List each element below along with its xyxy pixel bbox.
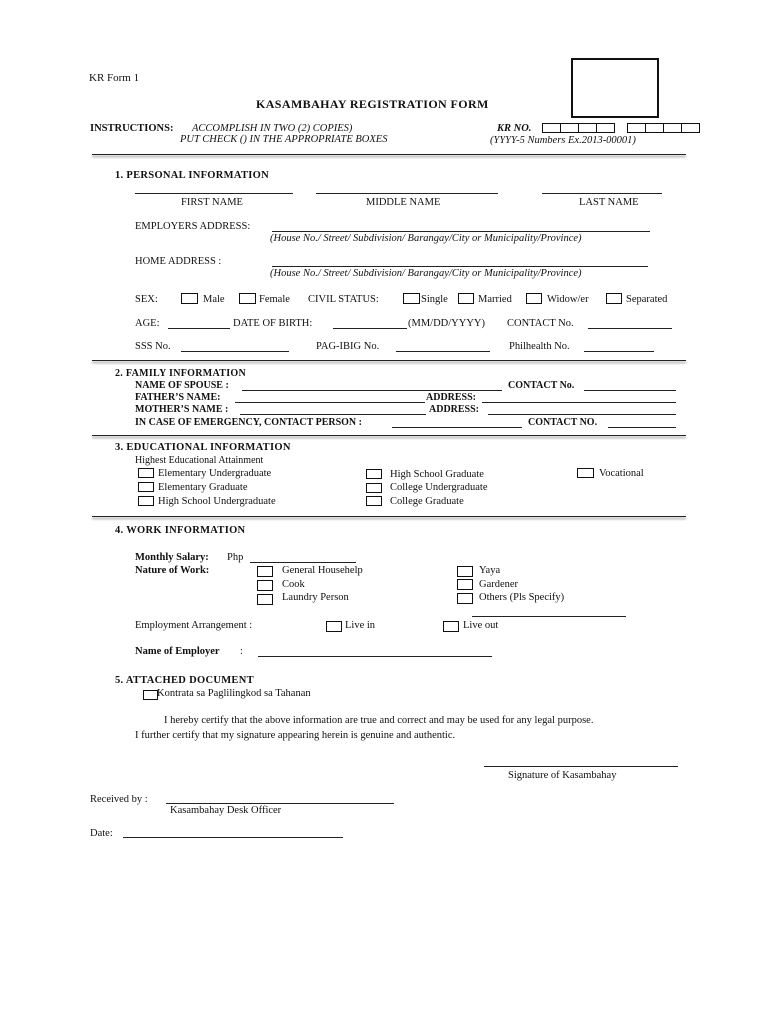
single-checkbox[interactable] [403,293,420,304]
kr-no-box-5[interactable] [627,123,646,133]
philhealth-field[interactable] [584,351,654,352]
cook-label: Cook [282,579,305,590]
salary-prefix: Php [227,552,244,563]
hs-grad-label: High School Graduate [390,469,484,480]
yaya-checkbox[interactable] [457,566,473,577]
mother-address-field[interactable] [488,414,676,415]
widow-label: Widow/er [547,294,589,305]
kontrata-label: Kontrata sa Paglilingkod sa Tahanan [157,688,311,699]
married-checkbox[interactable] [458,293,474,304]
live-in-label: Live in [345,620,376,631]
home-address-label: HOME ADDRESS : [135,256,222,267]
contact-no-label: CONTACT No. [507,318,574,329]
section-personal-heading: 1. PERSONAL INFORMATION [115,170,270,181]
form-number: KR Form 1 [89,72,140,84]
hs-under-label: High School Undergraduate [158,496,276,507]
separated-label: Separated [626,294,668,305]
header-divider [92,154,686,155]
home-address-field[interactable] [272,266,648,267]
hs-grad-checkbox[interactable] [366,469,382,479]
employer-name-colon: : [240,646,243,657]
male-label: Male [203,294,225,305]
elem-grad-label: Elementary Graduate [158,482,248,493]
desk-officer-label: Kasambahay Desk Officer [170,805,282,816]
gardener-label: Gardener [479,579,519,590]
pagibig-label: PAG-IBIG No. [316,341,380,352]
signature-label: Signature of Kasambahay [508,770,617,781]
section-1-divider [92,360,686,361]
civil-status-label: CIVIL STATUS: [308,294,379,305]
college-grad-checkbox[interactable] [366,496,382,506]
section-work-heading: 4. WORK INFORMATION [115,525,246,536]
kr-no-format: (YYYY-5 Numbers Ex.2013-00001) [490,135,636,146]
section-3-divider [92,516,686,517]
general-househelp-label: General Househelp [282,565,363,576]
father-address-field[interactable] [482,402,676,403]
college-grad-label: College Graduate [390,496,464,507]
salary-label: Monthly Salary: [135,552,209,563]
certification-line-2: I further certify that my signature appearing herein is genuine and authentic. [135,730,456,741]
section-attached-heading: 5. ATTACHED DOCUMENT [115,675,254,686]
employer-name-label: Name of Employer [135,646,220,657]
college-under-checkbox[interactable] [366,483,382,493]
elem-under-checkbox[interactable] [138,468,154,478]
gardener-checkbox[interactable] [457,579,473,590]
elem-grad-checkbox[interactable] [138,482,154,492]
section-2-divider [92,435,686,436]
spouse-label: NAME OF SPOUSE : [135,380,229,391]
salary-field[interactable] [250,562,356,563]
certification-line-1: I hereby certify that the above information are true and correct and may be used for any legal purpose. [164,715,594,726]
single-label: Single [421,294,448,305]
dob-field[interactable] [333,328,407,329]
kr-no-box-2[interactable] [560,123,579,133]
received-by-field[interactable] [166,803,394,804]
sss-field[interactable] [181,351,289,352]
kr-no-box-8[interactable] [681,123,700,133]
kr-no-box-6[interactable] [645,123,664,133]
section-family-heading: 2. FAMILY INFORMATION [115,368,247,379]
form-title: KASAMBAHAY REGISTRATION FORM [256,97,489,111]
emergency-contact-label: CONTACT NO. [528,417,598,428]
sex-label: SEX: [135,294,158,305]
employers-address-label: EMPLOYERS ADDRESS: [135,221,251,232]
others-specify-field[interactable] [472,616,626,617]
middle-name-label: MIDDLE NAME [366,197,441,208]
age-field[interactable] [168,328,230,329]
father-address-label: ADDRESS: [426,392,477,403]
first-name-field[interactable] [135,193,293,194]
mother-label: MOTHER’S NAME : [135,404,229,415]
hs-under-checkbox[interactable] [138,496,154,506]
others-label: Others (Pls Specify) [479,592,565,603]
pagibig-field[interactable] [396,351,490,352]
cook-checkbox[interactable] [257,580,273,591]
received-by-label: Received by : [90,794,148,805]
employers-address-hint: (House No./ Street/ Subdivision/ Barangay/City or Municipality/Province) [270,233,582,244]
kr-no-box-3[interactable] [578,123,597,133]
father-label: FATHER’S NAME: [135,392,221,403]
kontrata-checkbox[interactable] [143,690,158,700]
arrangement-label: Employment Arrangement : [135,620,253,631]
spouse-contact-label: CONTACT No. [508,380,575,391]
date-label: Date: [90,828,113,839]
elem-under-label: Elementary Undergraduate [158,468,272,479]
widow-checkbox[interactable] [526,293,542,304]
kr-no-box-7[interactable] [663,123,682,133]
emergency-field[interactable] [392,427,522,428]
signature-line[interactable] [484,766,678,767]
instructions-line2: PUT CHECK () IN THE APPROPRIATE BOXES [180,134,388,145]
spouse-field[interactable] [242,390,502,391]
others-checkbox[interactable] [457,593,473,604]
middle-name-field[interactable] [316,193,498,194]
live-out-label: Live out [463,620,499,631]
yaya-label: Yaya [479,565,501,576]
section-education-heading: 3. EDUCATIONAL INFORMATION [115,442,291,453]
first-name-label: FIRST NAME [181,197,243,208]
mother-address-label: ADDRESS: [429,404,480,415]
kr-no-box-4[interactable] [596,123,615,133]
female-checkbox[interactable] [239,293,256,304]
spouse-contact-field[interactable] [584,390,676,391]
philhealth-label: Philhealth No. [509,341,570,352]
separated-checkbox[interactable] [606,293,622,304]
female-label: Female [259,294,290,305]
live-out-checkbox[interactable] [443,621,459,632]
vocational-checkbox[interactable] [577,468,594,478]
dob-label: DATE OF BIRTH: [233,318,313,329]
last-name-field[interactable] [542,193,662,194]
education-subheading: Highest Educational Attainment [135,455,264,466]
employers-address-field[interactable] [272,231,650,232]
nature-of-work-label: Nature of Work: [135,565,210,576]
instructions-label: INSTRUCTIONS: [90,123,174,134]
instructions-line1: ACCOMPLISH IN TWO (2) COPIES) [192,123,353,134]
kr-no-label: KR NO. [497,123,532,134]
dob-format: (MM/DD/YYYY) [408,318,485,329]
general-househelp-checkbox[interactable] [257,566,273,577]
father-field[interactable] [235,402,425,403]
date-field[interactable] [123,837,343,838]
contact-no-field[interactable] [588,328,672,329]
last-name-label: LAST NAME [579,197,639,208]
laundry-label: Laundry Person [282,592,349,603]
sss-label: SSS No. [135,341,171,352]
laundry-checkbox[interactable] [257,594,273,605]
married-label: Married [478,294,512,305]
emergency-label: IN CASE OF EMERGENCY, CONTACT PERSON : [135,417,362,428]
photo-box[interactable] [571,58,659,118]
live-in-checkbox[interactable] [326,621,342,632]
male-checkbox[interactable] [181,293,198,304]
age-label: AGE: [135,318,160,329]
kr-no-box-1[interactable] [542,123,561,133]
emergency-contact-field[interactable] [608,427,676,428]
college-under-label: College Undergraduate [390,482,488,493]
vocational-label: Vocational [599,468,644,479]
home-address-hint: (House No./ Street/ Subdivision/ Barangay/City or Municipality/Province) [270,268,582,279]
mother-field[interactable] [240,414,426,415]
employer-name-field[interactable] [258,656,492,657]
